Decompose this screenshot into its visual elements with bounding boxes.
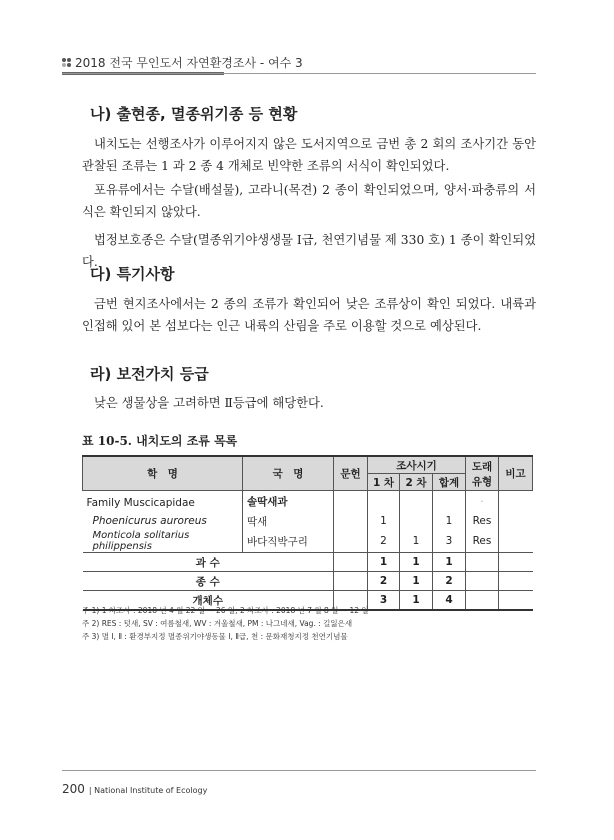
cell: Res <box>466 530 499 553</box>
header-survey-period: 조사시기 <box>368 456 466 474</box>
cell: 1 <box>400 530 433 553</box>
cell: Res <box>466 512 499 530</box>
table-row <box>83 512 533 530</box>
cell <box>499 530 533 553</box>
table-row <box>83 530 533 553</box>
cell <box>499 553 533 572</box>
cell: 2 <box>433 572 466 591</box>
cell <box>368 491 400 513</box>
cell-korean-name: 바다직박구리 <box>243 530 334 553</box>
paragraph: 낮은 생물상을 고려하면 Ⅱ등급에 해당한다. <box>94 396 324 410</box>
cell <box>334 530 368 553</box>
cell: 1 <box>433 553 466 572</box>
cell: 1 <box>368 553 400 572</box>
summary-row-families <box>83 553 533 572</box>
header-literature: 문헌 <box>334 456 368 491</box>
section-heading: 라) 보전가치 등급 <box>90 365 209 383</box>
cell-korean-name: 딱새 <box>243 512 334 530</box>
cell: 4 <box>433 591 466 611</box>
cell: 3 <box>368 591 400 611</box>
cell: 2 <box>368 572 400 591</box>
header-korean-name: 국 명 <box>243 456 334 491</box>
cell-scientific-name: Phoenicurus auroreus <box>92 515 207 527</box>
summary-row-species <box>83 572 533 591</box>
page-number: 200 <box>62 782 85 796</box>
cell <box>334 572 368 591</box>
table-notes <box>82 604 369 643</box>
paragraph: 법정보호종은 수달(멸종위기야생생물 Ⅰ급, 천연기념물 제 330 호) 1 종이 확인되었다. <box>82 233 536 269</box>
cell: 1 <box>368 512 400 530</box>
cell <box>499 491 533 513</box>
header-title: 2018 전국 무인도서 자연환경조사 - 여수 3 <box>75 56 303 70</box>
footer <box>62 782 207 796</box>
section-heading: 나) 출현종, 멸종위기종 등 현황 <box>90 105 298 123</box>
header-first: 1 차 <box>368 474 400 491</box>
cell <box>334 553 368 572</box>
cell: · <box>466 491 499 513</box>
cell: 1 <box>400 591 433 611</box>
note: 주 2) RES : 텃새, SV : 여름철새, WV : 겨울철새, PM : 나그네새, Vag. : 길잃은새 <box>82 619 353 628</box>
cell-scientific-name: Family Muscicapidae <box>86 497 195 509</box>
cell <box>433 491 466 513</box>
cell <box>334 512 368 530</box>
cell <box>499 572 533 591</box>
running-header <box>62 54 303 71</box>
cell: 1 <box>400 572 433 591</box>
footer-org: | National Institute of Ecology <box>88 786 208 795</box>
cell <box>499 591 533 611</box>
header-total: 합계 <box>433 474 466 491</box>
paragraph: 금번 현지조사에서는 2 종의 조류가 확인되어 낮은 조류상이 확인 되었다. 내륙과 인접해 있어 본 섬보다는 인근 내륙의 산림을 주로 이용할 것으로 예상된다. <box>82 297 536 333</box>
header-second: 2 차 <box>400 474 433 491</box>
table-caption: 표 10-5. 내치도의 조류 목록 <box>82 434 238 448</box>
section-heading: 다) 특기사항 <box>90 265 175 283</box>
footer-rule <box>62 770 536 771</box>
bird-list-table <box>82 455 533 611</box>
header-arrival-type: 도래 유형 <box>466 456 499 491</box>
paragraph: 내치도는 선행조사가 이루어지지 않은 도서지역으로 금번 총 2 회의 조사기간 동안 관찰된 조류는 1 과 2 종 4 개체로 빈약한 조류의 서식이 확인되었다. <box>82 137 536 173</box>
cell <box>499 512 533 530</box>
cell: 2 <box>368 530 400 553</box>
header-scientific-name: 학 명 <box>83 456 243 491</box>
paragraph: 포유류에서는 수달(배설물), 고라니(목견) 2 종이 확인되었으며, 양서·파충류의 서식은 확인되지 않았다. <box>82 183 536 219</box>
cell <box>334 491 368 513</box>
cell <box>466 572 499 591</box>
summary-label: 종 수 <box>83 572 334 591</box>
header-remarks: 비고 <box>499 456 533 491</box>
cell-korean-name: 솔딱새과 <box>243 491 334 513</box>
bullet-dots-icon <box>62 58 71 67</box>
note: 주 3) 멸 Ⅰ, Ⅱ : 환경부지정 멸종위기야생동물 Ⅰ, Ⅱ급, 천 : 문화재청지정 천연기념물 <box>82 632 348 641</box>
table-row <box>83 491 533 513</box>
cell <box>400 512 433 530</box>
cell: 1 <box>433 512 466 530</box>
summary-label: 개체수 <box>83 591 334 611</box>
cell <box>466 553 499 572</box>
note: 주 1) 1 차조사 : 2018 년 4 월 22 일 ~ 26 일, 2 차조사 : 2018 년 7 월 8 일 ~ 12 일 <box>82 606 369 615</box>
cell <box>466 591 499 611</box>
cell: 1 <box>400 553 433 572</box>
summary-label: 과 수 <box>83 553 334 572</box>
cell-scientific-name: Monticola solitarius philippensis <box>92 530 190 552</box>
header-rule <box>62 73 536 74</box>
cell: 3 <box>433 530 466 553</box>
cell <box>400 491 433 513</box>
